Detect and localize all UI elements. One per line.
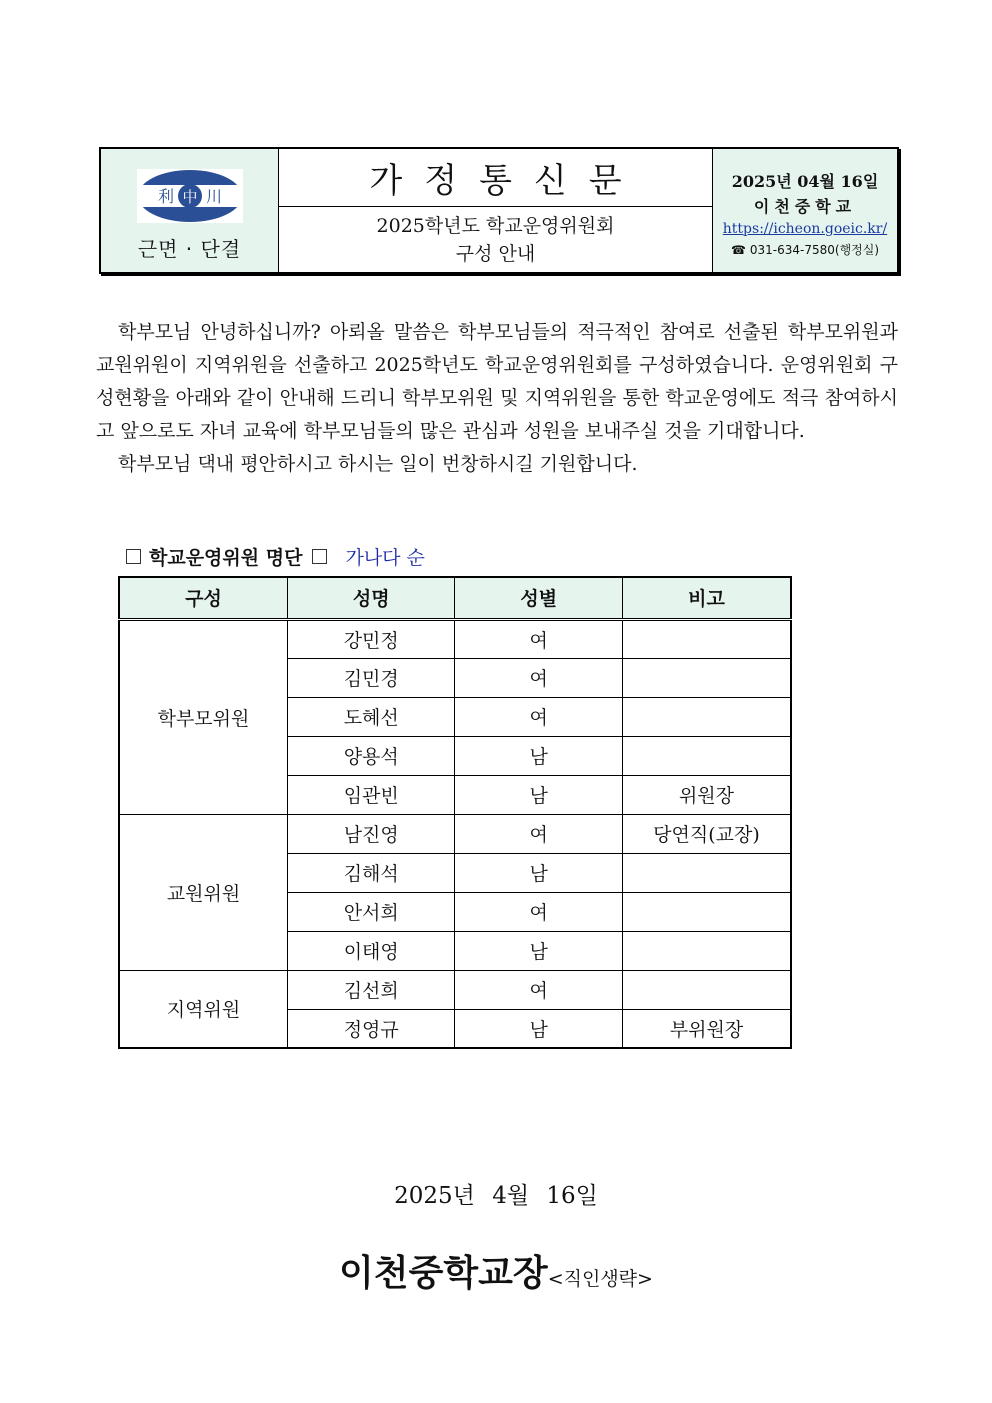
school-info-cell [713,149,897,272]
square-bullet-icon [126,549,141,564]
roster-heading [124,543,425,570]
member-gender-cell: 여 [455,619,622,658]
member-note-cell: 당연직(교장) [622,814,791,853]
header-group: 구성 [119,577,287,619]
principal-title: 이천중학교장 [339,1253,548,1294]
member-gender-cell: 남 [455,1009,622,1048]
member-gender-cell: 여 [455,892,622,931]
member-note-cell [622,853,791,892]
member-name-cell: 정영규 [287,1009,454,1048]
member-gender-cell: 남 [455,775,622,814]
table-header-row [119,577,791,619]
square-bullet-icon [312,549,327,564]
member-name-cell: 양용석 [287,736,454,775]
header-gender: 성별 [455,577,622,619]
member-gender-cell: 남 [455,931,622,970]
svg-text:利: 利 [157,187,174,206]
letter-body [96,316,898,481]
member-note-cell [622,697,791,736]
newsletter-header [99,147,899,274]
member-note-cell [622,658,791,697]
member-gender-cell: 남 [455,853,622,892]
school-motto: 근면 · 단결 [137,237,242,261]
member-name-cell: 이태영 [287,931,454,970]
logo-cell [101,149,279,272]
member-name-cell: 도혜선 [287,697,454,736]
member-name-cell: 김선희 [287,970,454,1009]
seal-omitted-note: <직인생략> [547,1268,653,1290]
body-paragraph-1: 학부모님 안녕하십니까? 아뢰올 말씀은 학부모님들의 적극적인 참여로 선출된 학부모위원과 교원위원이 지역위원을 선출하고 2025학년도 학교운영위원회를 구성하였습니다. 운영위원회 구성현황을 아래와 같이 안내해 드리니 학부모위원 및 지역위원을 통한 학교운영에도 적극 참여하시고 앞으로도 자녀 교육에 학부모님들의 많은 관심과 성원을 보내주실 것을 기대합니다. [96,321,898,442]
member-note-cell [622,931,791,970]
footer-date: 2025년 4월 16일 [394,1183,598,1209]
committee-roster-table [118,576,792,1049]
document-title: 가정통신문 [279,149,712,207]
member-name-cell: 강민정 [287,619,454,658]
header-name: 성명 [287,577,454,619]
phone-icon: ☎ [730,242,746,257]
header-note: 비고 [622,577,791,619]
phone-info [731,241,879,258]
svg-text:中: 中 [181,188,198,206]
member-note-cell: 부위원장 [622,1009,791,1048]
table-row [119,970,791,1009]
member-gender-cell: 남 [455,736,622,775]
subtitle-line-2: 구성 안내 [455,242,536,265]
member-note-cell [622,970,791,1009]
member-note-cell: 위원장 [622,775,791,814]
document-subtitle [279,207,712,272]
member-name-cell: 김해석 [287,853,454,892]
member-name-cell: 김민경 [287,658,454,697]
signature-block [0,1245,992,1296]
group-name-cell: 지역위원 [119,970,287,1048]
table-row [119,619,791,658]
member-name-cell: 안서희 [287,892,454,931]
member-gender-cell: 여 [455,970,622,1009]
group-name-cell: 학부모위원 [119,619,287,814]
group-name-cell: 교원위원 [119,814,287,970]
member-gender-cell: 여 [455,697,622,736]
school-name: 이천중학교 [753,197,857,216]
school-logo [137,169,243,223]
school-emblem-icon [137,169,243,223]
table-row [119,814,791,853]
roster-title: 학교운영위원 명단 [149,547,303,569]
member-note-cell [622,736,791,775]
svg-text:川: 川 [205,187,222,206]
roster-order-note: 가나다 순 [345,547,425,569]
member-name-cell: 임관빈 [287,775,454,814]
member-note-cell [622,619,791,658]
issue-date: 2025년 04월 16일 [731,172,879,191]
member-gender-cell: 여 [455,658,622,697]
member-name-cell: 남진영 [287,814,454,853]
title-cell [279,149,713,272]
subtitle-line-1: 2025학년도 학교운영위원회 [376,214,615,237]
phone-number: 031-634-7580(행정실) [749,243,880,257]
school-website-link[interactable]: https://icheon.goeic.kr/ [722,221,888,237]
member-note-cell [622,892,791,931]
body-paragraph-2: 학부모님 댁내 평안하시고 하시는 일이 번창하시길 기원합니다. [118,453,638,475]
member-gender-cell: 여 [455,814,622,853]
